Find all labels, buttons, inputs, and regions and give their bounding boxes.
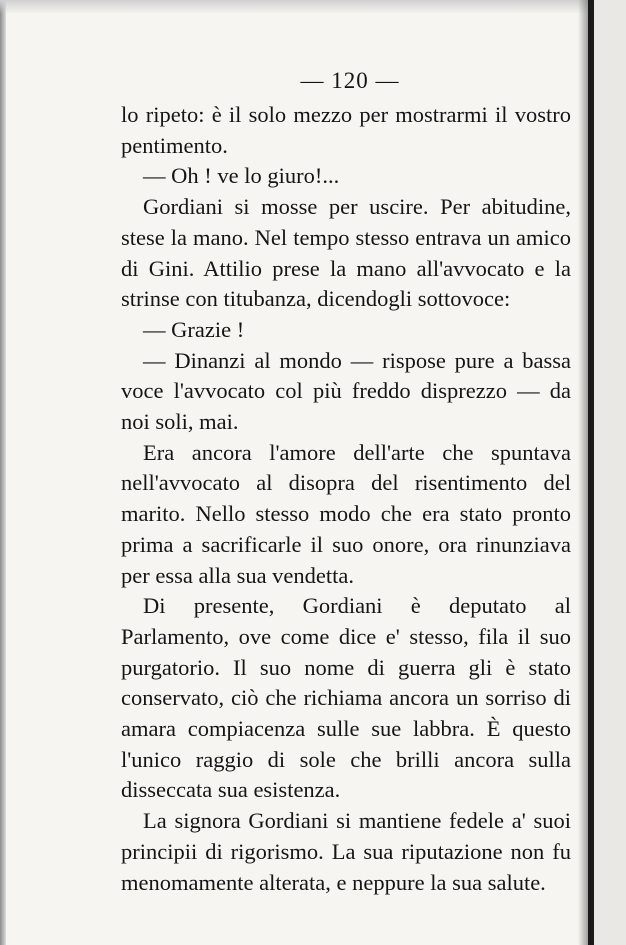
- facing-page-edge: [594, 0, 626, 945]
- paragraph-8: La signora Gordiani si mantiene fedele a' suoi principii di rigorismo. La sua riputazione non fu menomamente alterata, e neppure la sua salute.: [121, 808, 571, 895]
- paragraph-6: Era ancora l'amore dell'arte che spuntava nell'avvocato al disopra del risentimento del marito. Nello stesso modo che era stato pronto prima a sacrificarle il suo onore, ora rinunziava per essa alla sua vendetta.: [121, 439, 571, 588]
- paragraph-4: — Grazie !: [143, 316, 245, 342]
- body-text: [121, 100, 571, 898]
- paragraph-2: — Oh ! ve lo giuro!...: [143, 163, 340, 189]
- paragraph-5: — Dinanzi al mondo — rispose pure a bassa voce l'avvocato col più freddo disprezzo — da noi soli, mai.: [121, 347, 571, 435]
- gutter-shadow: [578, 0, 588, 945]
- paragraph-1: lo ripeto: è il solo mezzo per mostrarmi il vostro pentimento.: [121, 102, 571, 158]
- page-number-header: — 120 —: [300, 68, 400, 93]
- paragraph-3: Gordiani si mosse per uscire. Per abitudine, stese la mano. Nel tempo stesso entrava un amico di Gini. Attilio prese la mano all'avvocato e la strinse con titubanza, dicendogli sottovoce:: [121, 194, 571, 312]
- page-left-edge: [0, 0, 6, 945]
- paragraph-7: Di presente, Gordiani è deputato al Parlamento, ove come dice e' stesso, fila il suo purgatorio. Il suo nome di guerra gli è stato conservato, ciò che richiama ancora un sorriso di amara compiacenza sulle sue labbra. È questo l'unico raggio di sole che brilli ancora sulla disseccata sua esistenza.: [121, 593, 571, 803]
- page-top-shadow: [0, 0, 626, 14]
